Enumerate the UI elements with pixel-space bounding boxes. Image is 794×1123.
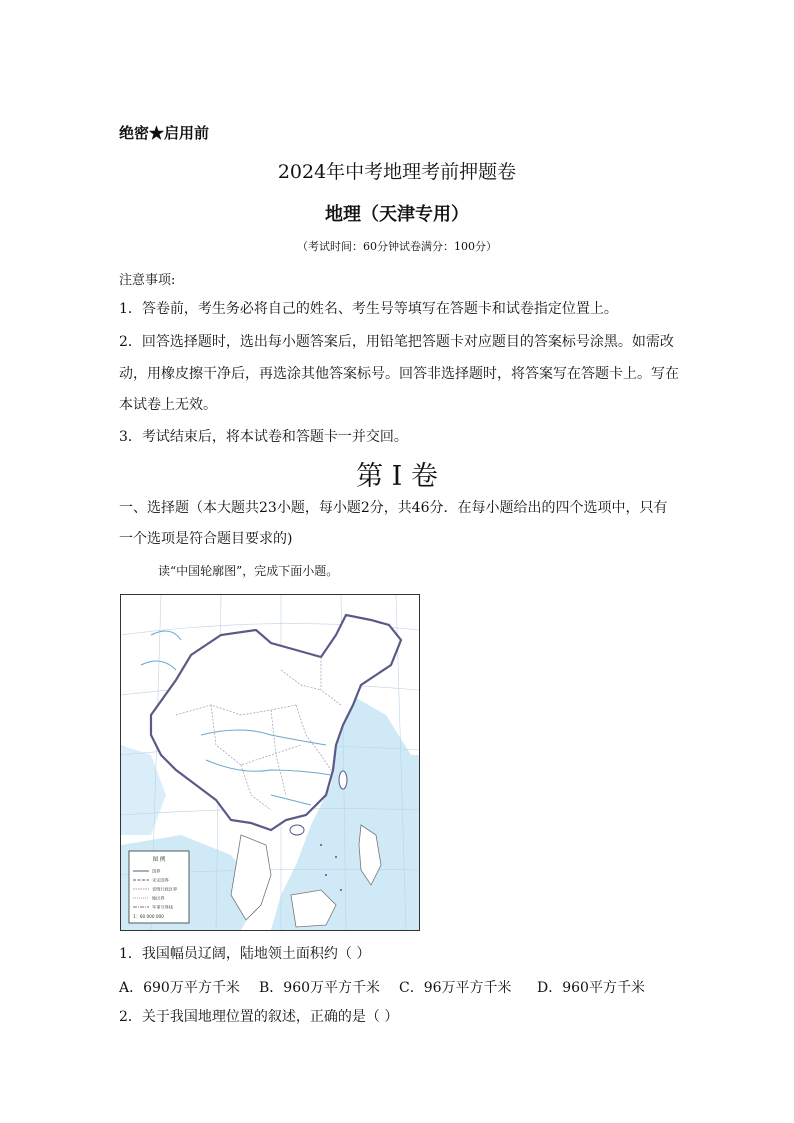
taiwan-island xyxy=(339,771,347,789)
question-1-options xyxy=(119,977,719,997)
hainan-island xyxy=(290,825,304,835)
china-outline-map xyxy=(120,594,420,931)
volume-title: 第 I 卷 xyxy=(356,461,438,492)
legend-item-1: 国界 xyxy=(152,868,161,874)
section-intro-line-2: 一个选项是符合题目要求的) xyxy=(119,531,293,547)
map-svg xyxy=(121,595,419,930)
read-prompt: 读“中国轮廓图”，完成下面小题。 xyxy=(158,564,339,578)
note-item-2-line-3: 本试卷上无效。 xyxy=(119,397,217,413)
exam-title: 2024年中考地理考前押题卷 xyxy=(277,161,517,183)
legend-item-3: 省级行政区界 xyxy=(152,886,178,892)
question-1: 1．我国幅员辽阔，陆地领土面积约（ ） xyxy=(119,946,371,962)
q1-option-c: C．96万平方千米 xyxy=(399,980,512,996)
legend-item-5: 军事分界线 xyxy=(152,904,173,910)
legend-item-4: 地区界 xyxy=(152,895,165,901)
legend-item-2: 未定国界 xyxy=(152,877,169,883)
q1-option-d: D．960平方千米 xyxy=(537,980,645,996)
note-item-2-line-1: 2．回答选择题时，选出每小题答案后，用铅笔把答题卡对应题目的答案标号涂黑。如需改 xyxy=(119,334,674,350)
time-info: （考试时间：60分钟试卷满分：100分） xyxy=(297,240,497,253)
note-item-1: 1．答卷前，考生务必将自己的姓名、考生号等填写在答题卡和试卷指定位置上。 xyxy=(119,301,618,317)
q1-option-b: B．960万平方千米 xyxy=(259,980,381,996)
secret-label: 绝密★启用前 xyxy=(119,124,210,142)
notes-heading: 注意事项: xyxy=(119,273,176,288)
note-item-3: 3．考试结束后，将本试卷和答题卡一并交回。 xyxy=(119,429,408,445)
exam-subtitle: 地理（天津专用） xyxy=(325,204,469,225)
section-intro-line-1: 一、选择题（本大题共23小题，每小题2分，共46分．在每小题给出的四个选项中，只有 xyxy=(119,500,668,516)
question-2: 2．关于我国地理位置的叙述，正确的是（ ） xyxy=(119,1009,399,1025)
map-scale: 1：60 000 000 xyxy=(133,914,164,919)
q1-option-a: A．690万平方千米 xyxy=(119,980,240,996)
note-item-2-line-2: 动，用橡皮擦干净后，再选涂其他答案标号。回答非选择题时，将答案写在答题卡上。写在 xyxy=(119,366,679,382)
legend-title: 图 例 xyxy=(152,857,166,863)
